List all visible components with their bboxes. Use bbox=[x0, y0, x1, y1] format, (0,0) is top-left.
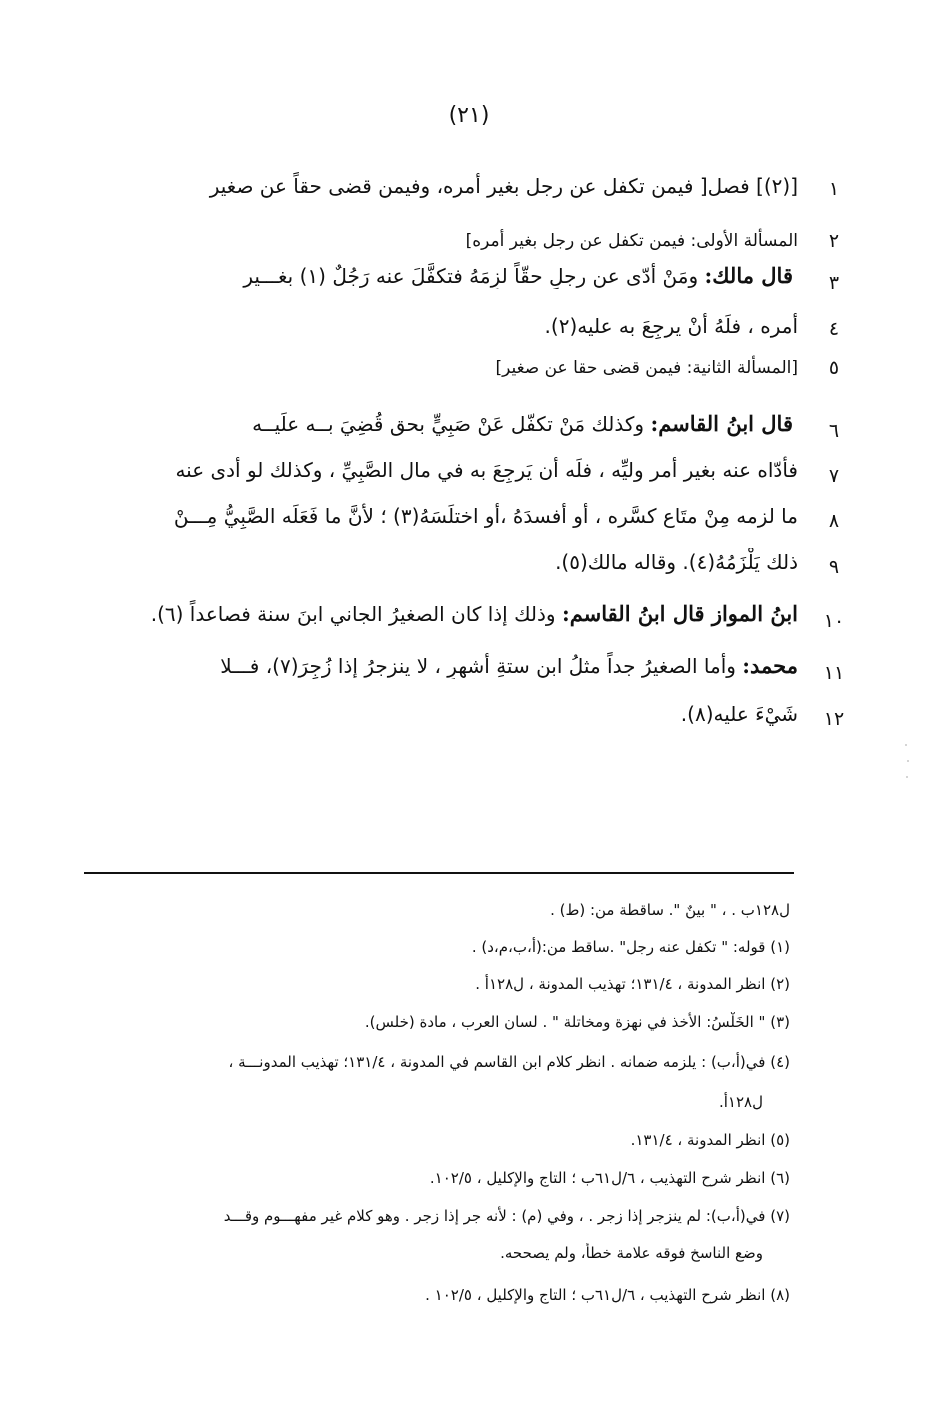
line-number: ٨ bbox=[828, 510, 840, 532]
line-number: ١ bbox=[828, 178, 840, 200]
footnote: (٨) انظر شرح التهذيب ، ٦/ل٦١ب ؛ التاج والإكليل ، ١٠٢/٥ . bbox=[425, 1286, 790, 1304]
page-number: (٢١) bbox=[448, 103, 490, 128]
text-line bbox=[80, 502, 798, 529]
line-text: ما لزمه مِنْ متَاعٍ كسَّره ، أو أفسدَهُ ،أو اختلَسَهُ(٣) ؛ لأنَّ ما فَعَلَه الصَّبِيُّ مِـــنْ bbox=[173, 504, 798, 528]
text-line bbox=[80, 700, 798, 727]
line-number: ١١ bbox=[823, 662, 845, 684]
line-text: أمره ، فلَهُ أنْ يرجِعَ به عليه(٢). bbox=[544, 314, 798, 338]
line-text: ومَنْ أدّى عن رجلٍ حقّاً لزِمَهُ فتكفَّلَ عنه رَجُلٌ (١) بغـــير bbox=[243, 264, 699, 288]
line-text: فأدّاه عنه بغير أمر وليِّه ، فلَه أن يَرجِعَ به في مال الصَّبِيِّ ، وكذلك لو أدى عنه bbox=[175, 458, 798, 482]
scan-speck bbox=[905, 744, 907, 746]
text-line bbox=[80, 456, 798, 483]
scan-speck bbox=[907, 760, 909, 762]
line-number: ٦ bbox=[828, 420, 840, 442]
text-line bbox=[80, 600, 798, 627]
line-number: ٩ bbox=[828, 556, 840, 578]
line-lead: ابنُ المواز قال ابنُ القاسم: bbox=[561, 601, 798, 626]
text-line bbox=[92, 410, 793, 437]
line-number: ٧ bbox=[828, 465, 840, 487]
line-text: وأما الصغيرُ جداً مثلُ ابنِ ستةِ أشهرٍ ، لا ينزجرُ إذا زُجِرَ(٧)، فـــلا bbox=[220, 654, 736, 678]
footnote: وضع الناسخ فوقه علامة خطأ، ولم يصححه. bbox=[500, 1244, 763, 1262]
footnote: (٤) في(أ،ب) : يلزمه ضمانه . انظر كلام ابن القاسم في المدونة ، ١٣١/٤؛ تهذيب المدونـــة ، bbox=[228, 1053, 790, 1071]
line-lead: محمد: bbox=[742, 653, 798, 678]
footnote: ل١٢٨أ. bbox=[718, 1093, 763, 1111]
footnote: (٥) انظر المدونة ، ١٣١/٤. bbox=[630, 1131, 790, 1149]
text-line bbox=[80, 652, 798, 679]
footnote: (٧) في(أ،ب): لم ينزجر إذا زجر . ، وفي (م) : لأنه جر إذا زجر . وهو كلام غير مفهـــوم وقـــد bbox=[223, 1207, 790, 1225]
footnote: ل١٢٨ب . ، " بينٌ ". ساقطة من: (ط) . bbox=[550, 901, 790, 919]
footnote: (٣) " الخَلْسُ: الأخذ في نهزة ومخاتلة " . لسان العرب ، مادة (خلس). bbox=[364, 1013, 790, 1031]
line-number: ٣ bbox=[828, 272, 840, 294]
text-line bbox=[80, 312, 798, 339]
line-text: [(٢)] فصل[ فيمن تكفل عن رجل بغير أمره، وفيمن قضى حقاً عن صغير bbox=[209, 174, 798, 198]
footnote-rule bbox=[84, 872, 794, 874]
line-number: ٥ bbox=[828, 357, 840, 379]
line-text: شَيْءَ عليه(٨). bbox=[680, 702, 798, 726]
line-number: ١٠ bbox=[823, 610, 845, 632]
line-text: وذلك إذا كان الصغيرُ الجاني ابنَ سنة فصاعداً (٦). bbox=[150, 602, 556, 626]
line-text: وكذلك مَنْ تكفّل عَنْ صَبِيٍّ بحقٍ قُضِيَ بــه علَيــه bbox=[252, 412, 645, 436]
footnote: (٢) انظر المدونة ، ١٣١/٤؛ تهذيب المدونة ، ل١٢٨أ . bbox=[475, 975, 790, 993]
line-text: ذلك يَلْزَمُهُ(٤). وقاله مالك(٥). bbox=[555, 550, 798, 574]
line-text: المسألة الأولى: فيمن تكفل عن رجل بغير أمره] bbox=[465, 231, 798, 251]
text-line bbox=[80, 548, 798, 575]
scan-speck bbox=[906, 776, 908, 778]
line-number: ٢ bbox=[828, 230, 840, 252]
line-number: ٤ bbox=[828, 318, 840, 340]
line-lead: قال مالك: bbox=[704, 263, 793, 288]
line-number: ١٢ bbox=[823, 708, 845, 730]
text-line bbox=[80, 352, 798, 379]
line-lead: قال ابنُ القاسم: bbox=[650, 411, 793, 436]
text-line bbox=[95, 262, 793, 289]
text-line bbox=[80, 225, 798, 252]
text-line bbox=[80, 172, 798, 199]
footnote: (٦) انظر شرح التهذيب ، ٦/ل٦١ب ؛ التاج والإكليل ، ١٠٢/٥. bbox=[429, 1169, 790, 1187]
footnote: (١) قوله: " تكفل عنه رجل" .ساقط من:(أ،ب،م،د) . bbox=[471, 938, 790, 956]
line-text: [المسألة الثانية: فيمن قضى حقا عن صغير] bbox=[495, 358, 798, 378]
